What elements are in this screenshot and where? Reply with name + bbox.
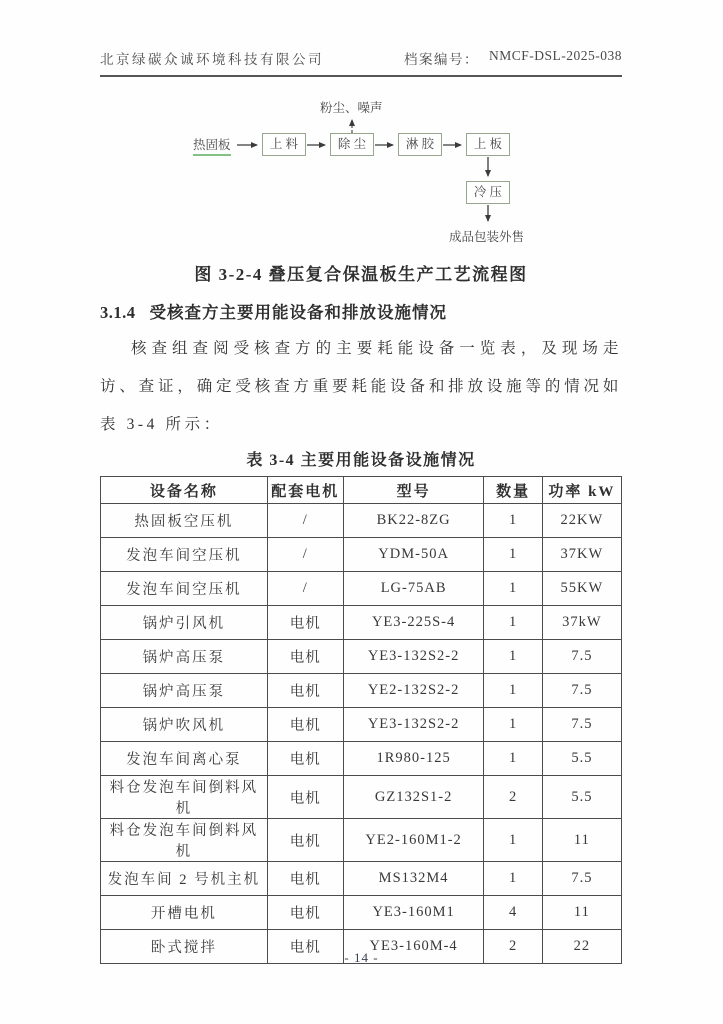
section-heading [100,299,622,323]
table-cell: 4 [484,896,542,930]
figure-caption: 图 3-2-4 叠压复合保温板生产工艺流程图 [194,265,528,284]
equipment-table-body [101,504,622,964]
file-number [404,48,622,68]
table-cell: YE3-132S2-2 [343,708,484,742]
table-cell: 料仓发泡车间倒料风机 [101,819,268,862]
table-row [101,776,622,819]
col-header-quantity: 数量 [484,477,542,504]
file-number-value: NMCF-DSL-2025-038 [488,48,622,63]
table-cell: YE3-225S-4 [343,606,484,640]
table-cell: 发泡车间离心泵 [101,742,268,776]
table-cell: 开槽电机 [101,896,268,930]
table-cell: 卧式搅拌 [101,930,268,964]
table-row [101,819,622,862]
table-cell: MS132M4 [343,862,484,896]
table-row [101,862,622,896]
table-cell: 2 [484,930,542,964]
table-cell: YDM-50A [343,538,484,572]
table-cell: 11 [542,896,621,930]
table-cell: 22 [542,930,621,964]
table-cell: 5.5 [542,776,621,819]
table-cell: 电机 [267,674,343,708]
company-name: 北京绿碳众诚环境科技有限公司 [100,52,324,67]
table-row [101,896,622,930]
table-cell: YE3-160M-4 [343,930,484,964]
table-cell: 22KW [542,504,621,538]
table-row [101,504,622,538]
table-cell: 锅炉引风机 [101,606,268,640]
table-row [101,640,622,674]
table-cell: 1 [484,742,542,776]
table-cell: 电机 [267,640,343,674]
table-cell: BK22-8ZG [343,504,484,538]
flow-step-dedusting: 除 尘 [330,133,374,156]
table-cell: 锅炉高压泵 [101,640,268,674]
table-row [101,674,622,708]
table-cell: 1 [484,862,542,896]
col-header-power: 功率 kW [542,477,621,504]
table-cell: 料仓发泡车间倒料风机 [101,776,268,819]
table-cell: / [267,572,343,606]
page-number: - 14 - [344,950,379,965]
table-header-row [101,477,622,504]
table-cell: 电机 [267,708,343,742]
table-row [101,708,622,742]
file-number-label: 档案编号： [403,52,479,67]
table-cell: 电机 [267,606,343,640]
equipment-table [100,476,622,964]
table-cell: 1 [484,606,542,640]
table-cell: 7.5 [542,674,621,708]
table-cell: 2 [484,776,542,819]
col-header-device-name: 设备名称 [101,477,268,504]
table-cell: 1R980-125 [343,742,484,776]
table-cell: LG-75AB [343,572,484,606]
col-header-model: 型号 [343,477,484,504]
table-cell: / [267,504,343,538]
flow-step-feeding: 上 料 [262,133,306,156]
table-cell: 发泡车间空压机 [101,538,268,572]
table-cell: 1 [484,819,542,862]
table-cell: 1 [484,504,542,538]
table-cell: 7.5 [542,708,621,742]
table-cell: 1 [484,538,542,572]
table-cell: 电机 [267,862,343,896]
table-row [101,538,622,572]
section-title: 受核查方主要用能设备和排放设施情况 [149,303,447,322]
table-cell: 37kW [542,606,621,640]
table-cell: 锅炉吹风机 [101,708,268,742]
document-header [100,48,622,77]
table-cell: GZ132S1-2 [343,776,484,819]
table-row [101,606,622,640]
flow-step-gluing: 淋 胶 [398,133,442,156]
table-cell: 锅炉高压泵 [101,674,268,708]
flow-step-cold-press: 冷 压 [466,181,510,204]
col-header-motor: 配套电机 [267,477,343,504]
table-row [101,572,622,606]
table-cell: 电机 [267,819,343,862]
table-cell: 37KW [542,538,621,572]
table-row [101,742,622,776]
table-cell: 55KW [542,572,621,606]
table-cell: 5.5 [542,742,621,776]
table-cell: 7.5 [542,862,621,896]
table-cell: 1 [484,674,542,708]
process-flowchart [0,97,723,247]
flow-input-label: 热固板 [193,135,231,156]
table-cell: 热固板空压机 [101,504,268,538]
table-cell: 电机 [267,896,343,930]
table-cell: 电机 [267,742,343,776]
table-cell: 7.5 [542,640,621,674]
table-caption: 表 3-4 主要用能设备设施情况 [246,452,476,469]
table-cell: YE3-160M1 [343,896,484,930]
table-cell: 发泡车间 2 号机主机 [101,862,268,896]
flow-arrows [0,97,723,247]
table-cell: 1 [484,708,542,742]
table-cell: YE3-132S2-2 [343,640,484,674]
section-number: 3.1.4 [100,303,136,322]
table-cell: 1 [484,572,542,606]
table-cell: / [267,538,343,572]
flow-output-label: 成品包装外售 [449,230,525,244]
flow-step-boarding: 上 板 [466,133,510,156]
table-cell: 1 [484,640,542,674]
table-cell: 电机 [267,776,343,819]
table-cell: YE2-160M1-2 [343,819,484,862]
table-cell: 电机 [267,930,343,964]
body-paragraph: 核查组查阅受核查方的主要耗能设备一览表，及现场走访、查证，确定受核查方重要耗能设备和排放设施等的情况如表 3-4 所示： [100,340,622,433]
table-cell: 发泡车间空压机 [101,572,268,606]
table-cell: 11 [542,819,621,862]
table-cell: YE2-132S2-2 [343,674,484,708]
flow-emission-label: 粉尘、噪声 [320,101,383,115]
